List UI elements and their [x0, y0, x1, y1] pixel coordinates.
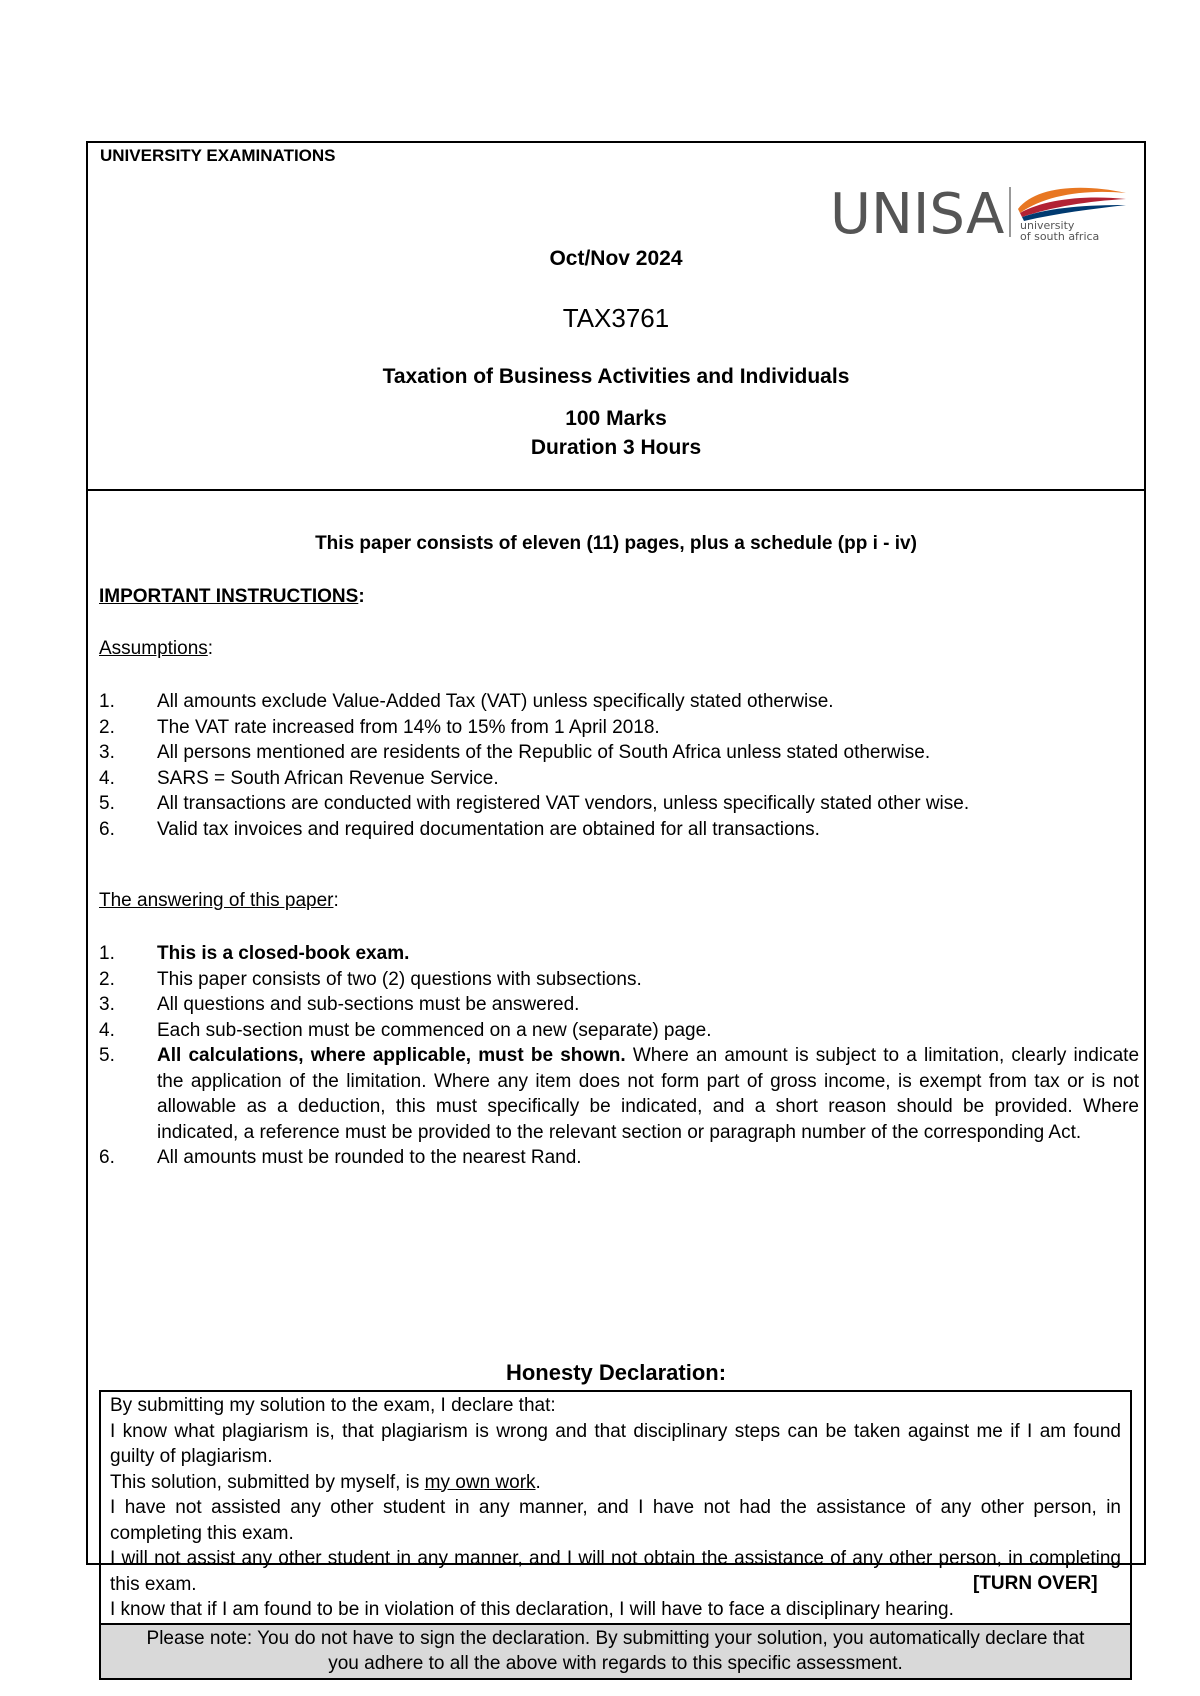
declaration-line: I know that if I am found to be in violation of this declaration, I will have to face a disciplinary hearing.: [110, 1599, 954, 1620]
declaration-line: I have not assisted any other student in any manner, and I have not had the assistance of any other person, in completing this exam.: [110, 1497, 1121, 1544]
answering-heading: The answering of this paper:: [99, 890, 339, 911]
list-item: 6. All amounts must be rounded to the nearest Rand.: [99, 1147, 582, 1168]
assumptions-list: [99, 689, 1139, 842]
list-item: 2. The VAT rate increased from 14% to 15% from 1 April 2018.: [99, 716, 660, 738]
declaration-line: By submitting my solution to the exam, I declare that:: [110, 1395, 556, 1416]
declaration-line: I will not assist any other student in any manner, and I will not obtain the assistance of any other person, in completing this exam.: [110, 1548, 1121, 1595]
list-item: 3. All persons mentioned are residents of the Republic of South Africa unless stated otherwise.: [99, 742, 931, 763]
declaration-note: Please note: You do not have to sign the declaration. By submitting your solution, you automatically declare that you adhere to all the above with regards to this specific assessment.: [101, 1623, 1130, 1678]
exam-session: Oct/Nov 2024: [549, 247, 683, 270]
list-item: 1. All amounts exclude Value-Added Tax (VAT) unless specifically stated otherwise.: [99, 691, 834, 712]
module-name: Taxation of Business Activities and Individuals: [382, 365, 850, 388]
list-item: 2. This paper consists of two (2) questions with subsections.: [99, 968, 642, 990]
important-instructions-heading: IMPORTANT INSTRUCTIONS:: [99, 586, 365, 607]
unisa-logo: [830, 181, 1130, 243]
list-item: 5. All transactions are conducted with registered VAT vendors, unless specifically stated other wise.: [99, 793, 970, 814]
logo-tagline-1: university: [1020, 219, 1075, 232]
university-examinations-label: UNIVERSITY EXAMINATIONS: [100, 146, 336, 165]
total-marks: 100 Marks: [565, 407, 667, 430]
honesty-declaration-title: Honesty Declaration:: [505, 1360, 727, 1385]
assumptions-heading: Assumptions:: [99, 638, 214, 659]
exam-duration: Duration 3 Hours: [530, 436, 702, 459]
page-count-note: This paper consists of eleven (11) pages, plus a schedule (pp i - iv): [315, 533, 917, 554]
honesty-declaration-box: [99, 1390, 1132, 1680]
exam-header: [88, 143, 1144, 491]
list-item: 5. All calculations, where applicable, must be shown. Where an amount is subject to a limitation, clearly indicate the application of the limitation. Where any item does not form part of gross income, is exempt from tax or is not allowable as a deduction, this must specifically be indicated, and a short reason should be provided. Where indicated, a reference must be provided to the relevant section or paragraph number of the corresponding Act.: [99, 1045, 1140, 1143]
logo-wordmark: UNISA: [830, 182, 1005, 243]
answering-list: [99, 941, 1139, 1171]
module-code: TAX3761: [562, 303, 670, 333]
logo-tagline-2: of south africa: [1020, 230, 1100, 243]
list-item: 1. This is a closed-book exam.: [99, 943, 410, 964]
declaration-line: This solution, submitted by myself, is my own work.: [110, 1471, 541, 1493]
list-item: 3. All questions and sub-sections must be answered.: [99, 994, 580, 1015]
turn-over-label: [TURN OVER]: [973, 1573, 1098, 1594]
list-item: 4. Each sub-section must be commenced on a new (separate) page.: [99, 1019, 712, 1041]
list-item: 4. SARS = South African Revenue Service.: [99, 767, 499, 789]
declaration-line: I know what plagiarism is, that plagiarism is wrong and that disciplinary steps can be taken against me if I am found guilty of plagiarism.: [110, 1420, 1121, 1467]
list-item: 6. Valid tax invoices and required documentation are obtained for all transactions.: [99, 818, 820, 840]
